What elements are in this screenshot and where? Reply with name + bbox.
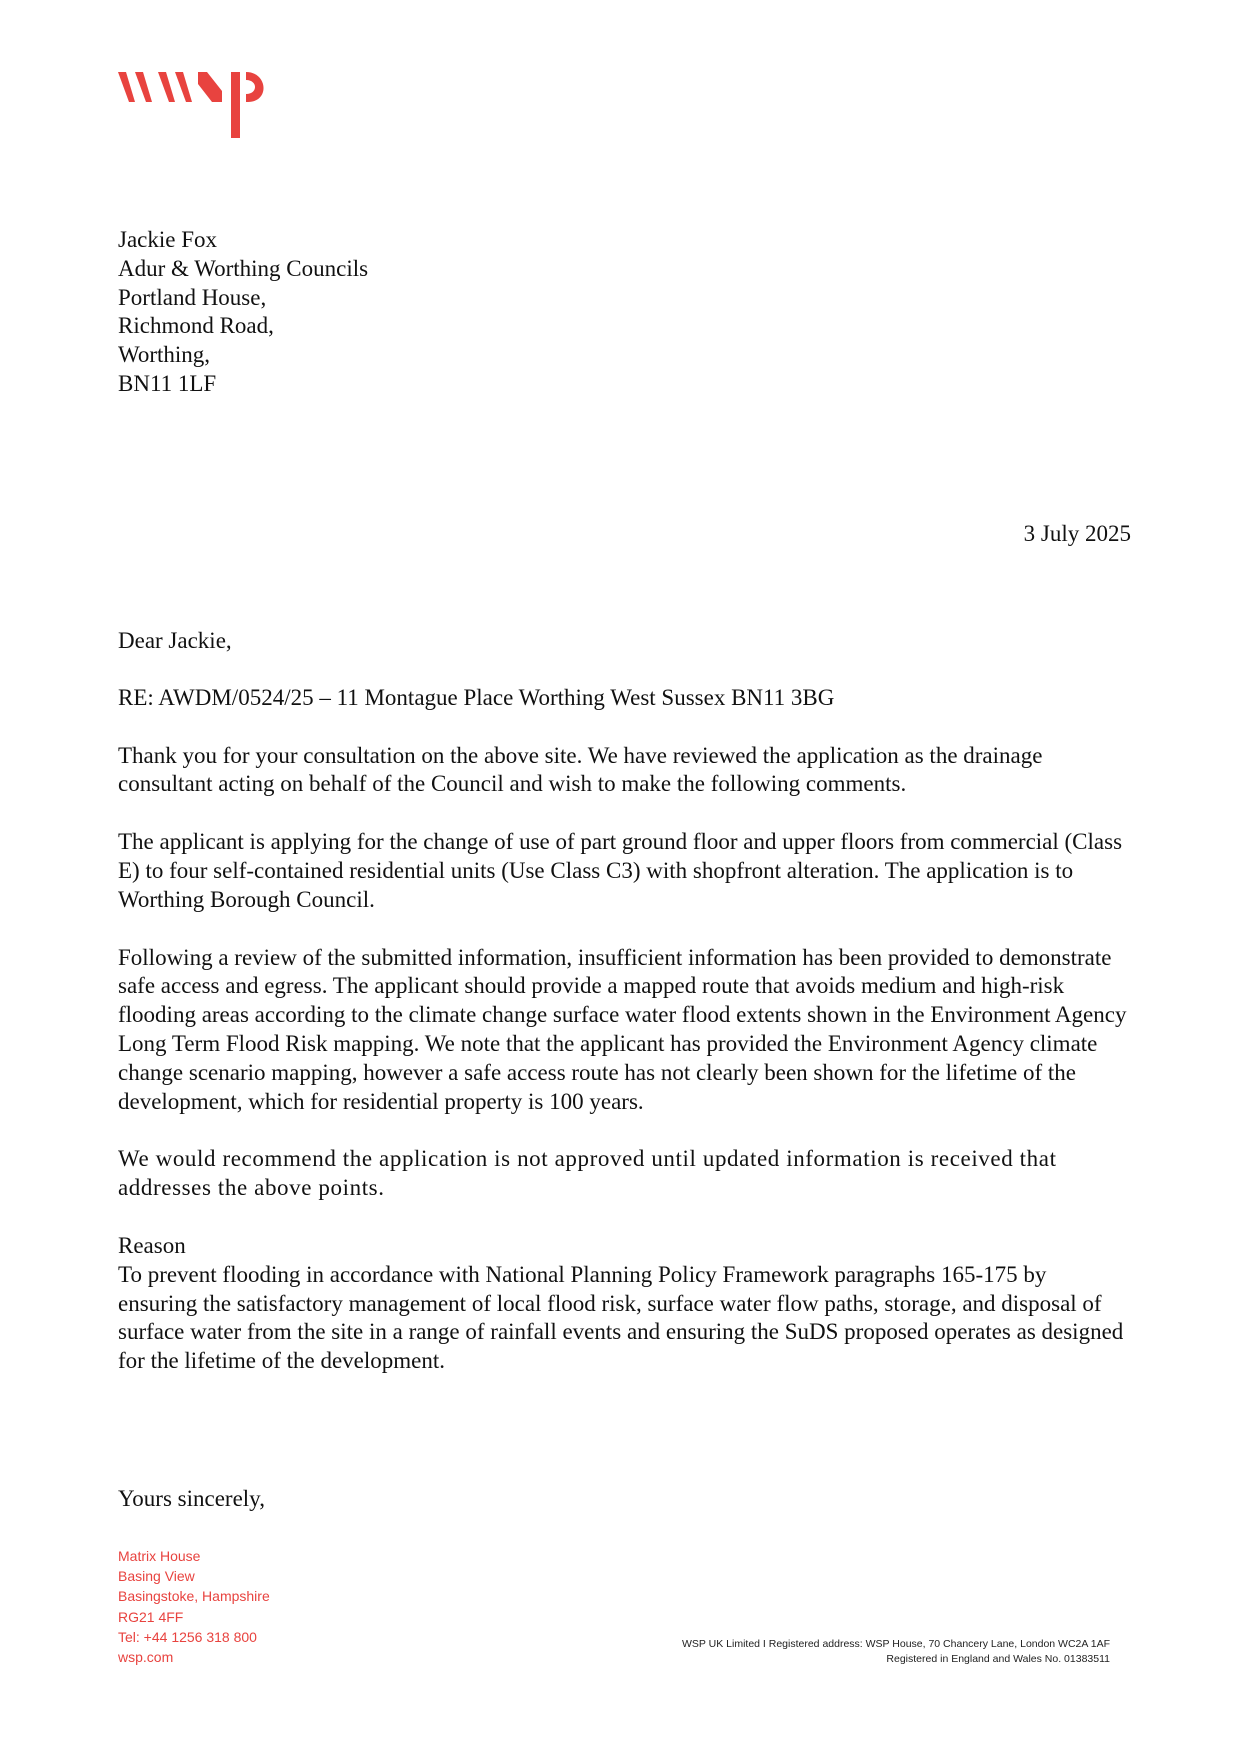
- letter-date: 3 July 2025: [1023, 521, 1131, 546]
- subject-line: RE: AWDM/0524/25 – 11 Montague Place Worthing West Sussex BN11 3BG: [118, 684, 835, 710]
- contact-line1: Matrix House: [118, 1548, 201, 1564]
- closing: Yours sincerely,: [118, 1486, 265, 1511]
- paragraph-intro: Thank you for your consultation on the above site. We have reviewed the application as the drainage consultant acting on behalf of the Council and wish to make the following comments.: [118, 742, 1043, 797]
- paragraph-application: The applicant is applying for the change of use of part ground floor and upper floors from commercial (Class E) to four self-contained residential units (Use Class C3) with shopfront alteration. The application is to Worthing Borough Council.: [118, 829, 1123, 912]
- contact-phone: Tel: +44 1256 318 800: [118, 1628, 257, 1645]
- legal-line1: WSP UK Limited I Registered address: WSP House, 70 Chancery Lane, London WC2A 1AF: [682, 1638, 1110, 1650]
- recipient-address-line2: Richmond Road,: [118, 313, 274, 339]
- paragraph-review: Following a review of the submitted information, insufficient information has been provided to demonstrate safe access and egress. The applicant should provide a mapped route that avoids medium and high-risk flooding areas according to the climate change surface water flood extents shown in the Environment Agency Long Term Flood Risk mapping. We note that the applicant has provided the Environment Agency climate change scenario mapping, however a safe access route has not clearly been shown for the lifetime of the development, which for residential property is 100 years.: [118, 944, 1127, 1114]
- recipient-organisation: Adur & Worthing Councils: [118, 255, 369, 281]
- recipient-address: [118, 226, 368, 399]
- legal-line2: Registered in England and Wales No. 01383511: [886, 1652, 1110, 1665]
- reason-heading: Reason: [118, 1232, 186, 1258]
- recipient-name: Jackie Fox: [118, 227, 218, 252]
- legal-footer: [682, 1637, 1110, 1666]
- recipient-town: Worthing,: [118, 342, 211, 368]
- wsp-logo: [118, 72, 278, 152]
- salutation: Dear Jackie,: [118, 628, 232, 653]
- recipient-address-line1: Portland House,: [118, 284, 267, 310]
- contact-line4: RG21 4FF: [118, 1608, 184, 1625]
- contact-website[interactable]: wsp.com: [118, 1649, 174, 1666]
- reason-text: To prevent flooding in accordance with National Planning Policy Framework paragraphs 165-175 by ensuring the satisfactory management of local flood risk, surface water flow paths, storage, and disposal of surface water from the site in a range of rainfall events and ensuring the SuDS proposed operates as designed for the lifetime of the development.: [118, 1261, 1124, 1374]
- contact-line3: Basingstoke, Hampshire: [118, 1588, 270, 1605]
- sender-contact: [118, 1546, 270, 1667]
- contact-line2: Basing View: [118, 1568, 195, 1585]
- recipient-postcode: BN11 1LF: [118, 370, 217, 396]
- paragraph-recommendation: We would recommend the application is not approved until updated information is received that addresses the above points.: [118, 1146, 1057, 1201]
- letter-body: [118, 627, 1128, 1376]
